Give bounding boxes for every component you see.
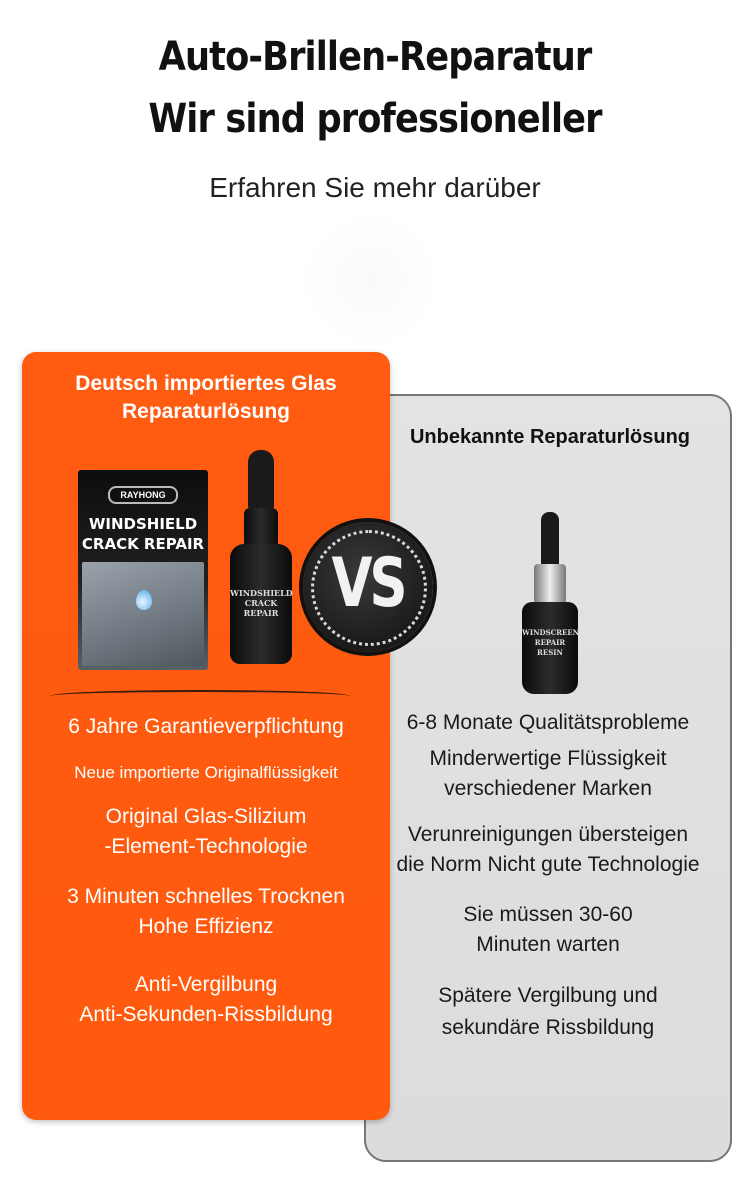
bottle-tip [541,512,559,566]
unknown-solution-title: Unbekannte Reparaturlösung [409,426,691,448]
divider-arc [50,690,350,702]
unknown-solution-panel [364,394,732,1162]
feature-3: Verunreinigungen übersteigen die Norm Nicht gute Technologie [396,823,700,876]
headline-line2: Wir sind professioneller [148,96,602,142]
bottle-label: WINDSHIELD CRACK REPAIR [230,588,293,618]
brand-logo: RAYHONG [108,486,178,504]
bottle-body [522,602,578,694]
feature-5: Spätere Vergilbung und sekundäre Rissbildung [438,984,658,1039]
bottle-label: WINDSCREEN REPAIR RESIN [522,628,580,657]
feature-3: Original Glas-Silizium -Element-Technologie [104,805,308,858]
subtitle: Erfahren Sie mehr darüber [209,172,541,203]
bottle-tip [248,450,274,510]
imported-solution-title: Deutsch importiertes Glas Reparaturlösung [75,372,337,423]
feature-1: 6 Jahre Garantieverpflichtung [68,715,344,738]
feature-5: Anti-Vergilbung Anti-Sekunden-Rissbildung [79,973,333,1026]
product-box-image [78,470,208,670]
feature-4: 3 Minuten schnelles Trocknen Hohe Effizienz [67,885,345,938]
feature-2: Minderwertige Flüssigkeit verschiedener Marken [429,747,667,800]
feature-1: 6-8 Monate Qualitätsprobleme [406,711,690,734]
feature-4: Sie müssen 30-60 Minuten warten [463,903,633,956]
vs-badge [303,522,433,652]
feature-2: Neue importierte Originalflüssigkeit [74,763,338,782]
product-box-name: WINDSHIELD CRACK REPAIR [81,515,205,553]
imported-solution-panel [22,352,390,1120]
bottle-neck [244,508,278,548]
water-drop-icon [136,590,152,610]
cracked-glass-graphic [82,562,204,666]
bottle-body [230,544,292,664]
vs-label: VS [331,544,405,623]
bottle-collar [534,564,566,604]
headline-line1: Auto-Brillen-Reparatur [158,34,592,80]
background-glow [300,210,440,350]
